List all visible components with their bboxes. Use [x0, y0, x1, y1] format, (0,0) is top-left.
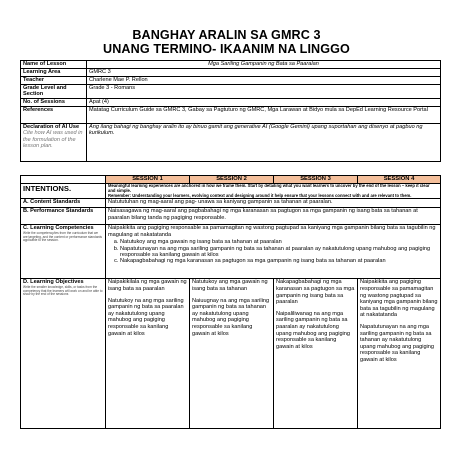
intentions-label: INTENTIONS. — [21, 184, 106, 199]
session-header-blank — [21, 176, 106, 184]
session-2-header: SESSION 2 — [190, 176, 274, 184]
teacher-value: Charlene Mae P. Rellon — [87, 77, 441, 85]
learning-area-label: Learning Area — [21, 69, 87, 77]
competency-a: a. Natutukoy ang mga gawain ng isang bata sa tahanan at paaralan — [120, 239, 438, 245]
objective-s1-first: Naipakikilala ng mga gawain ng isang bata sa paaralan — [108, 279, 187, 292]
objectives-label-cell — [21, 279, 106, 429]
competencies-row — [21, 225, 441, 279]
objective-s1-second: Natutukoy na ang mga sariling gampanin ng bata sa paaralan ay nakatutulong upang mahubog ang pagiging responsable sa kanilang gawain at kilos — [108, 297, 184, 337]
lesson-plan-table — [20, 175, 441, 429]
competency-main: Naipakikita ang pagiging responsable sa pamamagitan ng wastong pagtupad sa kaniyang mga gampanin bilang bata sa tagubilin ng magulang at nakatatanda — [108, 225, 436, 238]
info-row-area — [21, 69, 441, 77]
session-3-header: SESSION 3 — [274, 176, 358, 184]
objective-s4-second: Napatutunayan na ang mga sariling gampanin ng bata sa tahanan ay nakatutulong upang mahubog ang pagiging responsable sa kanilang gawain at kilos — [360, 323, 435, 363]
info-row-ai — [21, 123, 441, 161]
objective-s2-first: Natutukoy ang mga gawain ng isang bata sa tahanan — [192, 279, 268, 292]
objective-s4-first: Naipakikita ang pagiging responsable sa pamamagitan ng wastong pagtupad sa kaniyang mga gampanin bilang bata sa tagubilin ng magulang at nakatatanda — [360, 279, 438, 319]
info-row-sessions — [21, 98, 441, 106]
lesson-name-value: Mga Sariling Gampanin ng Bata sa Paaralan — [87, 61, 441, 69]
objective-s2-second: Naiuugnay na ang mga sariling gampanin ng bata sa tahanan ay nakatutulong upang mahubog ang pagiging responsable sa kanilang gawain at kilos — [192, 297, 270, 337]
learning-area-value: GMRC 3 — [87, 69, 441, 77]
competencies-value — [106, 225, 441, 279]
performance-standards-label: B. Performance Standards — [21, 208, 106, 225]
competencies-label-cell — [21, 225, 106, 279]
info-row-name — [21, 61, 441, 69]
objectives-session-4 — [358, 279, 441, 429]
content-standards-label: A. Content Standards — [21, 199, 106, 208]
objective-s3-second: Naipaliliwanag na ang mga sariling gampanin ng bata sa paaralan ay nakatutulong upang mahubog ang pagiging responsable sa kanilang gawain at kilos — [276, 310, 351, 350]
objectives-session-1 — [106, 279, 190, 429]
performance-standards-row — [21, 208, 441, 225]
document-title: BANGHAY ARALIN SA GMRC 3 — [132, 28, 321, 42]
lesson-info-table — [20, 60, 441, 162]
objectives-session-3 — [274, 279, 358, 429]
content-standards-value: Natututuhan ng mag-aaral ang pag- unawa sa kaniyang gampanin sa tahanan at paaralan. — [106, 199, 441, 208]
intentions-note — [106, 184, 441, 199]
document-subtitle: UNANG TERMINO- IKAANIM NA LINGGO — [103, 42, 350, 56]
competency-c: c. Nakapagbabahagi ng mga karanasan sa pagtugon sa mga gampanin ng isang bata sa tahanan at paaralan — [120, 258, 438, 264]
competencies-note: Write the competency/ies from the curriculum that we are targeting, and the content or performance standards applicable to the session. — [23, 230, 103, 243]
ai-declaration-cell — [21, 123, 87, 161]
grade-level-label: Grade Level and Section — [21, 85, 87, 99]
objectives-session-2 — [190, 279, 274, 429]
references-label: References — [21, 106, 87, 123]
references-value: Matatag Curriculum Guide sa GMRC 3, Gabay sa Pagtuturo ng GMRC, Mga Larawan at Bidyo mula sa DepEd Learning Resource Portal — [87, 106, 441, 123]
info-row-references — [21, 106, 441, 123]
teacher-label: Teacher — [21, 77, 87, 85]
intentions-row — [21, 184, 441, 199]
sessions-label: No. of Sessions — [21, 98, 87, 106]
ai-declaration-value: Ang ilang bahagi ng banghay aralin ito ay binuo gamit ang generative AI (Google Gemini) upang suportahan ang disenyo at pagbuo ng kurikulum. — [87, 123, 441, 161]
session-1-header: SESSION 1 — [106, 176, 190, 184]
ai-declaration-label: Declaration of AI Use — [23, 123, 80, 130]
objectives-note: Write the smaller knowledge, skills, or tasks from the competency that the learners will work on and be able to show by the end of the sessions — [23, 284, 103, 297]
session-header-row — [21, 176, 441, 184]
intentions-note-2: Remember: Understanding your learners, evolving context and designing around it help ensure that your lessons connect with and are relevant to them. — [108, 192, 412, 198]
info-row-teacher — [21, 77, 441, 85]
competencies-label: C. Learning Competencies — [23, 225, 94, 232]
ai-declaration-note: Cite how AI was used in the formulation of the lesson plan. — [23, 130, 83, 150]
objectives-label: D. Learning Objectives — [23, 279, 84, 286]
competency-list — [120, 239, 438, 265]
competency-b: b. Napatutunayan na ang mga sariling gampanin ng bata sa tahanan at paaralan ay nakatutulong upang mahubog ang pagiging responsable sa kanilang gawain at kilos — [120, 246, 438, 259]
content-standards-row — [21, 199, 441, 208]
intentions-note-1: Meaningful learning experiences are anchored in how we frame them. Start by detailing what you want learners to uncover by the end of the lesson – keep it clear and simple. — [108, 183, 430, 193]
info-row-grade — [21, 85, 441, 99]
objective-s3-first: Nakapagbabahagi ng mga karanasan sa pagtugon sa mga gampanin ng isang bata sa paaralan — [276, 279, 355, 306]
grade-level-value: Grade 3 - Romans — [87, 85, 441, 99]
performance-standards-value: Naisasagawa ng mag-aaral ang pagbabahagi ng mga karanasan sa pagtugon sa mga gampanin ng isang bata sa tahanan at paaralan bilang tanda ng pagiging responsable. — [106, 208, 441, 225]
lesson-name-label: Name of Lesson — [21, 61, 87, 69]
objectives-row — [21, 279, 441, 429]
sessions-value: Apat (4) — [87, 98, 441, 106]
session-4-header: SESSION 4 — [358, 176, 441, 184]
